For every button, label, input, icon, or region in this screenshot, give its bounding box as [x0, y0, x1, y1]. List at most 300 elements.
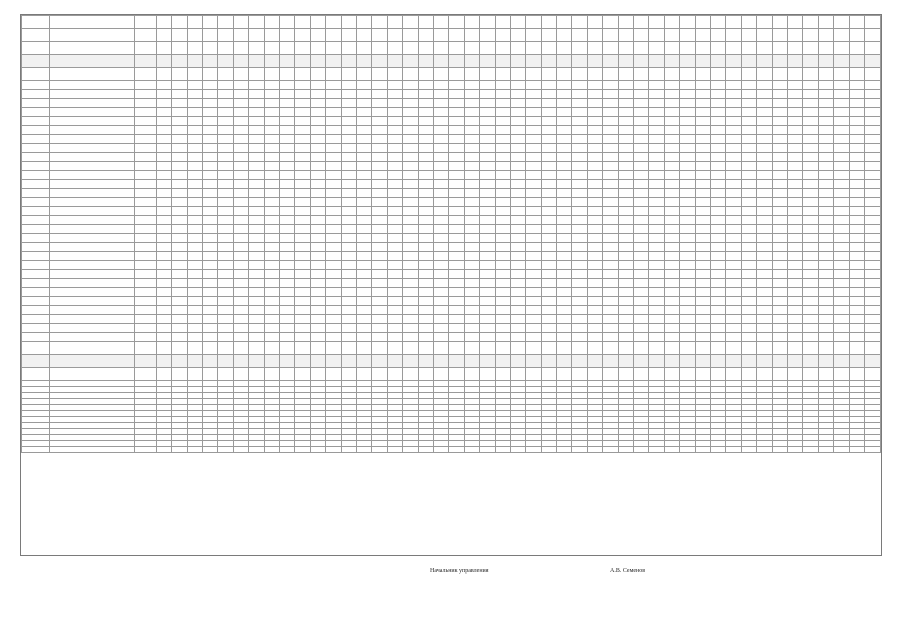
table-cell: [680, 225, 695, 234]
table-cell: [418, 252, 433, 261]
table-cell: [357, 90, 372, 99]
table-cell: [387, 144, 402, 153]
table-cell: [541, 306, 556, 315]
table-cell: [649, 261, 664, 270]
table-cell: [803, 355, 818, 368]
table-cell: [480, 342, 495, 355]
table-cell: [218, 355, 233, 368]
table-cell: [387, 81, 402, 90]
table-cell: [464, 117, 479, 126]
table-cell: [587, 447, 602, 453]
table-cell: [741, 90, 756, 99]
table-cell: [464, 234, 479, 243]
table-cell: [433, 144, 448, 153]
table-cell: [510, 126, 525, 135]
table-cell: [480, 234, 495, 243]
table-cell: [264, 126, 279, 135]
table-cell: [557, 108, 572, 117]
table-cell: [218, 315, 233, 324]
table-cell: [710, 447, 725, 453]
table-cell: [464, 342, 479, 355]
table-cell: [849, 243, 864, 252]
table-cell: [203, 368, 218, 381]
table-cell: [864, 324, 880, 333]
table-cell: [187, 355, 202, 368]
table-cell: [772, 16, 787, 29]
table-cell: [418, 153, 433, 162]
table-cell: [449, 324, 464, 333]
table-cell: [541, 90, 556, 99]
table-cell: [50, 16, 135, 29]
table-cell: [449, 333, 464, 342]
table-cell: [649, 234, 664, 243]
table-cell: [418, 68, 433, 81]
table-cell: [50, 342, 135, 355]
table-cell: [772, 29, 787, 42]
table-cell: [695, 279, 710, 288]
table-cell: [495, 90, 510, 99]
table-cell: [772, 135, 787, 144]
table-cell: [572, 297, 587, 306]
table-cell: [726, 279, 741, 288]
table-cell: [464, 243, 479, 252]
table-cell: [757, 225, 772, 234]
table-cell: [295, 261, 310, 270]
table-cell: [495, 180, 510, 189]
table-cell: [726, 108, 741, 117]
table-cell: [341, 117, 356, 126]
table-cell: [218, 99, 233, 108]
table-cell: [557, 297, 572, 306]
table-cell: [757, 108, 772, 117]
table-cell: [603, 243, 618, 252]
table-row: [22, 117, 881, 126]
table-cell: [710, 162, 725, 171]
table-cell: [326, 315, 341, 324]
table-cell: [649, 216, 664, 225]
table-cell: [134, 297, 156, 306]
table-cell: [587, 55, 602, 68]
table-cell: [572, 324, 587, 333]
table-cell: [310, 108, 325, 117]
table-cell: [864, 252, 880, 261]
table-cell: [649, 333, 664, 342]
table-cell: [772, 279, 787, 288]
table-cell: [264, 368, 279, 381]
table-cell: [22, 243, 50, 252]
table-cell: [172, 355, 187, 368]
table-cell: [310, 55, 325, 68]
table-cell: [187, 135, 202, 144]
table-cell: [50, 243, 135, 252]
table-cell: [50, 216, 135, 225]
table-cell: [695, 171, 710, 180]
table-cell: [295, 126, 310, 135]
table-cell: [187, 90, 202, 99]
table-cell: [418, 333, 433, 342]
table-cell: [710, 180, 725, 189]
table-cell: [864, 153, 880, 162]
table-cell: [403, 29, 418, 42]
table-cell: [22, 261, 50, 270]
table-cell: [741, 189, 756, 198]
table-cell: [864, 216, 880, 225]
table-cell: [634, 68, 649, 81]
table-cell: [849, 99, 864, 108]
table-cell: [603, 225, 618, 234]
table-cell: [480, 252, 495, 261]
table-cell: [480, 207, 495, 216]
table-cell: [264, 42, 279, 55]
table-cell: [557, 333, 572, 342]
table-cell: [403, 368, 418, 381]
table-cell: [341, 153, 356, 162]
table-cell: [710, 99, 725, 108]
table-cell: [341, 42, 356, 55]
table-cell: [757, 342, 772, 355]
table-cell: [849, 355, 864, 368]
table-cell: [403, 171, 418, 180]
table-cell: [541, 297, 556, 306]
table-cell: [464, 162, 479, 171]
table-cell: [587, 180, 602, 189]
table-cell: [495, 342, 510, 355]
table-cell: [603, 99, 618, 108]
table-cell: [757, 324, 772, 333]
table-cell: [741, 207, 756, 216]
table-cell: [710, 55, 725, 68]
table-cell: [557, 144, 572, 153]
table-cell: [403, 252, 418, 261]
table-cell: [695, 288, 710, 297]
table-cell: [772, 297, 787, 306]
table-cell: [572, 279, 587, 288]
table-cell: [372, 297, 387, 306]
table-cell: [864, 297, 880, 306]
table-cell: [326, 368, 341, 381]
table-cell: [172, 189, 187, 198]
table-cell: [403, 117, 418, 126]
table-cell: [280, 243, 295, 252]
table-cell: [741, 171, 756, 180]
table-cell: [664, 117, 679, 126]
table-cell: [649, 207, 664, 216]
table-cell: [510, 355, 525, 368]
table-cell: [526, 342, 541, 355]
table-cell: [50, 324, 135, 333]
table-cell: [464, 261, 479, 270]
table-cell: [357, 333, 372, 342]
table-cell: [280, 153, 295, 162]
table-cell: [418, 144, 433, 153]
table-cell: [664, 144, 679, 153]
table-cell: [480, 368, 495, 381]
table-cell: [495, 42, 510, 55]
table-cell: [695, 81, 710, 90]
table-cell: [264, 225, 279, 234]
table-cell: [726, 225, 741, 234]
table-cell: [495, 108, 510, 117]
table-cell: [341, 306, 356, 315]
table-cell: [618, 333, 633, 342]
table-cell: [264, 447, 279, 453]
table-cell: [326, 355, 341, 368]
table-cell: [634, 315, 649, 324]
table-cell: [203, 234, 218, 243]
table-cell: [541, 355, 556, 368]
table-cell: [818, 108, 833, 117]
table-cell: [372, 162, 387, 171]
table-cell: [233, 180, 248, 189]
table-cell: [480, 324, 495, 333]
table-cell: [664, 153, 679, 162]
table-cell: [710, 68, 725, 81]
table-cell: [341, 29, 356, 42]
table-cell: [649, 90, 664, 99]
table-cell: [849, 42, 864, 55]
table-cell: [50, 68, 135, 81]
table-cell: [326, 144, 341, 153]
table-cell: [541, 162, 556, 171]
table-cell: [572, 135, 587, 144]
table-cell: [187, 29, 202, 42]
table-cell: [387, 288, 402, 297]
table-cell: [680, 306, 695, 315]
table-cell: [634, 162, 649, 171]
table-cell: [741, 153, 756, 162]
table-cell: [864, 42, 880, 55]
table-cell: [526, 261, 541, 270]
table-cell: [849, 261, 864, 270]
table-cell: [357, 135, 372, 144]
table-cell: [495, 16, 510, 29]
table-cell: [849, 81, 864, 90]
table-cell: [295, 117, 310, 126]
table-cell: [249, 315, 264, 324]
table-cell: [341, 333, 356, 342]
table-cell: [280, 225, 295, 234]
table-cell: [326, 99, 341, 108]
table-cell: [418, 180, 433, 189]
table-cell: [541, 252, 556, 261]
table-cell: [618, 81, 633, 90]
table-cell: [203, 306, 218, 315]
table-cell: [187, 252, 202, 261]
table-cell: [249, 16, 264, 29]
table-cell: [264, 153, 279, 162]
table-cell: [495, 315, 510, 324]
table-cell: [187, 126, 202, 135]
table-cell: [664, 279, 679, 288]
table-cell: [156, 207, 171, 216]
table-cell: [680, 108, 695, 117]
table-cell: [326, 324, 341, 333]
table-cell: [772, 368, 787, 381]
table-cell: [480, 42, 495, 55]
table-cell: [695, 16, 710, 29]
table-cell: [403, 162, 418, 171]
table-cell: [572, 225, 587, 234]
table-cell: [134, 16, 156, 29]
table-cell: [526, 355, 541, 368]
table-cell: [603, 42, 618, 55]
table-cell: [433, 324, 448, 333]
table-cell: [295, 216, 310, 225]
table-cell: [864, 135, 880, 144]
table-cell: [341, 261, 356, 270]
table-cell: [726, 153, 741, 162]
table-cell: [618, 198, 633, 207]
table-cell: [818, 135, 833, 144]
table-cell: [572, 117, 587, 126]
table-cell: [372, 171, 387, 180]
table-cell: [326, 16, 341, 29]
table-cell: [203, 315, 218, 324]
table-cell: [618, 153, 633, 162]
table-cell: [864, 447, 880, 453]
table-cell: [695, 306, 710, 315]
table-cell: [280, 270, 295, 279]
table-cell: [495, 171, 510, 180]
table-cell: [834, 342, 849, 355]
table-cell: [618, 216, 633, 225]
table-cell: [557, 225, 572, 234]
table-cell: [403, 225, 418, 234]
table-cell: [357, 225, 372, 234]
table-cell: [834, 324, 849, 333]
table-cell: [433, 355, 448, 368]
table-cell: [403, 447, 418, 453]
table-cell: [218, 189, 233, 198]
table-cell: [710, 207, 725, 216]
table-cell: [664, 207, 679, 216]
table-cell: [172, 270, 187, 279]
table-cell: [634, 243, 649, 252]
table-cell: [587, 162, 602, 171]
table-cell: [464, 306, 479, 315]
table-cell: [526, 225, 541, 234]
table-cell: [310, 207, 325, 216]
table-cell: [233, 261, 248, 270]
table-cell: [187, 279, 202, 288]
table-cell: [172, 42, 187, 55]
table-cell: [134, 333, 156, 342]
table-cell: [526, 297, 541, 306]
table-cell: [634, 216, 649, 225]
table-cell: [834, 225, 849, 234]
table-cell: [449, 270, 464, 279]
table-cell: [418, 198, 433, 207]
table-cell: [156, 252, 171, 261]
table-cell: [480, 306, 495, 315]
table-cell: [156, 279, 171, 288]
table-cell: [249, 42, 264, 55]
table-cell: [834, 279, 849, 288]
table-cell: [357, 189, 372, 198]
table-cell: [680, 216, 695, 225]
table-row: [22, 225, 881, 234]
table-cell: [864, 243, 880, 252]
table-cell: [156, 135, 171, 144]
table-cell: [664, 42, 679, 55]
table-cell: [50, 225, 135, 234]
table-cell: [449, 288, 464, 297]
table-cell: [510, 42, 525, 55]
table-cell: [449, 171, 464, 180]
table-cell: [864, 108, 880, 117]
table-cell: [803, 234, 818, 243]
table-cell: [495, 216, 510, 225]
table-cell: [787, 288, 802, 297]
table-cell: [757, 207, 772, 216]
table-cell: [603, 447, 618, 453]
table-cell: [280, 29, 295, 42]
table-cell: [264, 261, 279, 270]
table-cell: [864, 29, 880, 42]
table-cell: [818, 126, 833, 135]
table-cell: [649, 29, 664, 42]
table-cell: [295, 99, 310, 108]
table-cell: [418, 42, 433, 55]
table-cell: [372, 368, 387, 381]
table-cell: [387, 234, 402, 243]
table-cell: [387, 243, 402, 252]
table-cell: [757, 297, 772, 306]
table-cell: [634, 368, 649, 381]
table-cell: [587, 333, 602, 342]
table-cell: [849, 288, 864, 297]
table-cell: [233, 153, 248, 162]
table-cell: [449, 126, 464, 135]
table-cell: [726, 368, 741, 381]
table-cell: [541, 55, 556, 68]
table-cell: [787, 171, 802, 180]
table-cell: [172, 306, 187, 315]
table-cell: [22, 355, 50, 368]
table-cell: [526, 55, 541, 68]
table-cell: [726, 355, 741, 368]
table-cell: [695, 324, 710, 333]
table-cell: [757, 333, 772, 342]
table-cell: [357, 279, 372, 288]
table-cell: [557, 288, 572, 297]
table-cell: [849, 306, 864, 315]
table-cell: [134, 135, 156, 144]
table-cell: [418, 261, 433, 270]
table-cell: [680, 288, 695, 297]
table-cell: [280, 355, 295, 368]
table-cell: [233, 90, 248, 99]
table-cell: [695, 252, 710, 261]
table-cell: [203, 42, 218, 55]
table-cell: [264, 315, 279, 324]
table-cell: [280, 252, 295, 261]
table-cell: [649, 324, 664, 333]
table-cell: [726, 216, 741, 225]
table-cell: [134, 198, 156, 207]
table-cell: [418, 279, 433, 288]
table-cell: [818, 171, 833, 180]
table-cell: [341, 171, 356, 180]
table-cell: [849, 270, 864, 279]
table-cell: [634, 270, 649, 279]
table-cell: [295, 29, 310, 42]
table-cell: [772, 68, 787, 81]
table-cell: [372, 315, 387, 324]
table-cell: [803, 180, 818, 189]
table-cell: [526, 117, 541, 126]
table-cell: [664, 261, 679, 270]
